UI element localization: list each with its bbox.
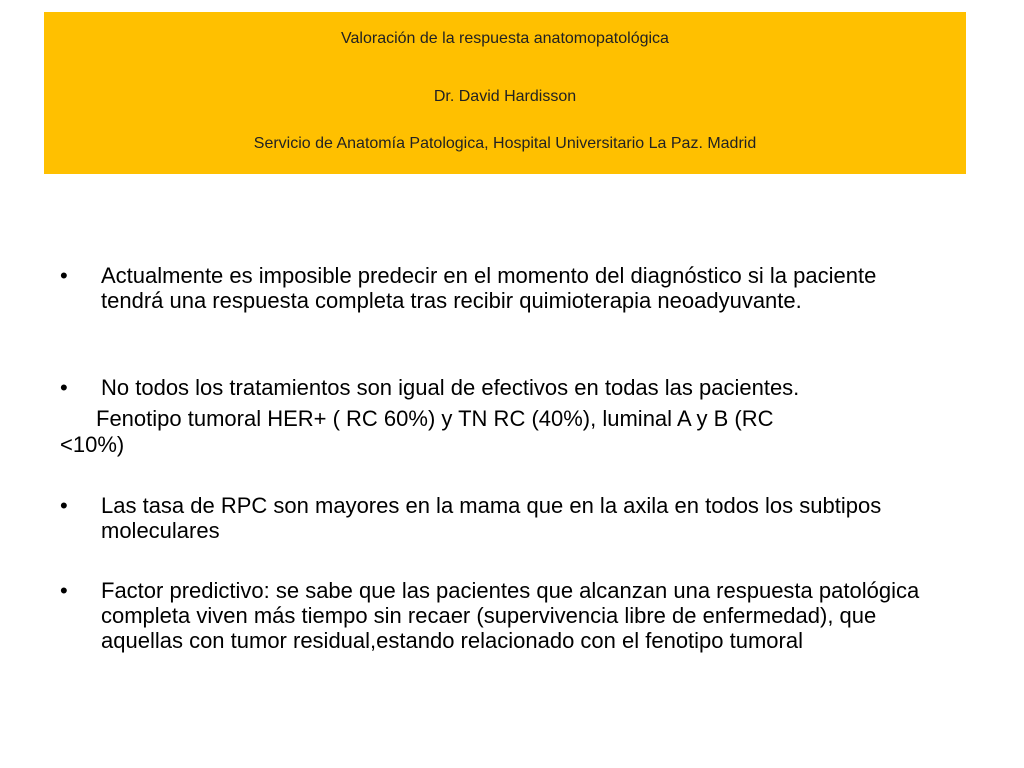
bullet-text: No todos los tratamientos son igual de efectivos en todas las pacientes. xyxy=(101,375,800,400)
phenotype-note-line2: <10%) xyxy=(60,432,125,457)
bullet-icon: • xyxy=(60,263,68,288)
bullet-text: Factor predictivo: se sabe que las pacientes que alcanzan una respuesta patológica completa viven más tiempo sin recaer (supervivencia libre de enfermedad), que aquellas con tumor residual,estando relacionado con el fenotipo tumoral xyxy=(101,578,920,653)
bullet-icon: • xyxy=(60,375,68,400)
bullet-text: Actualmente es imposible predecir en el momento del diagnóstico si la paciente tendrá una respuesta completa tras recibir quimioterapia neoadyuvante. xyxy=(101,263,877,313)
bullet-icon: • xyxy=(60,578,68,603)
institution-name: Servicio de Anatomía Patologica, Hospital Universitario La Paz. Madrid xyxy=(253,135,757,152)
bullet-icon: • xyxy=(60,493,68,518)
phenotype-note-line1: Fenotipo tumoral HER+ ( RC 60%) y TN RC (40%), luminal A y B (RC xyxy=(96,406,774,431)
bullet-text: Las tasa de RPC son mayores en la mama que en la axila en todos los subtipos moleculares xyxy=(101,493,882,543)
author-name: Dr. David Hardisson xyxy=(433,88,577,105)
slide-title: Valoración de la respuesta anatomopatológica xyxy=(341,30,669,47)
